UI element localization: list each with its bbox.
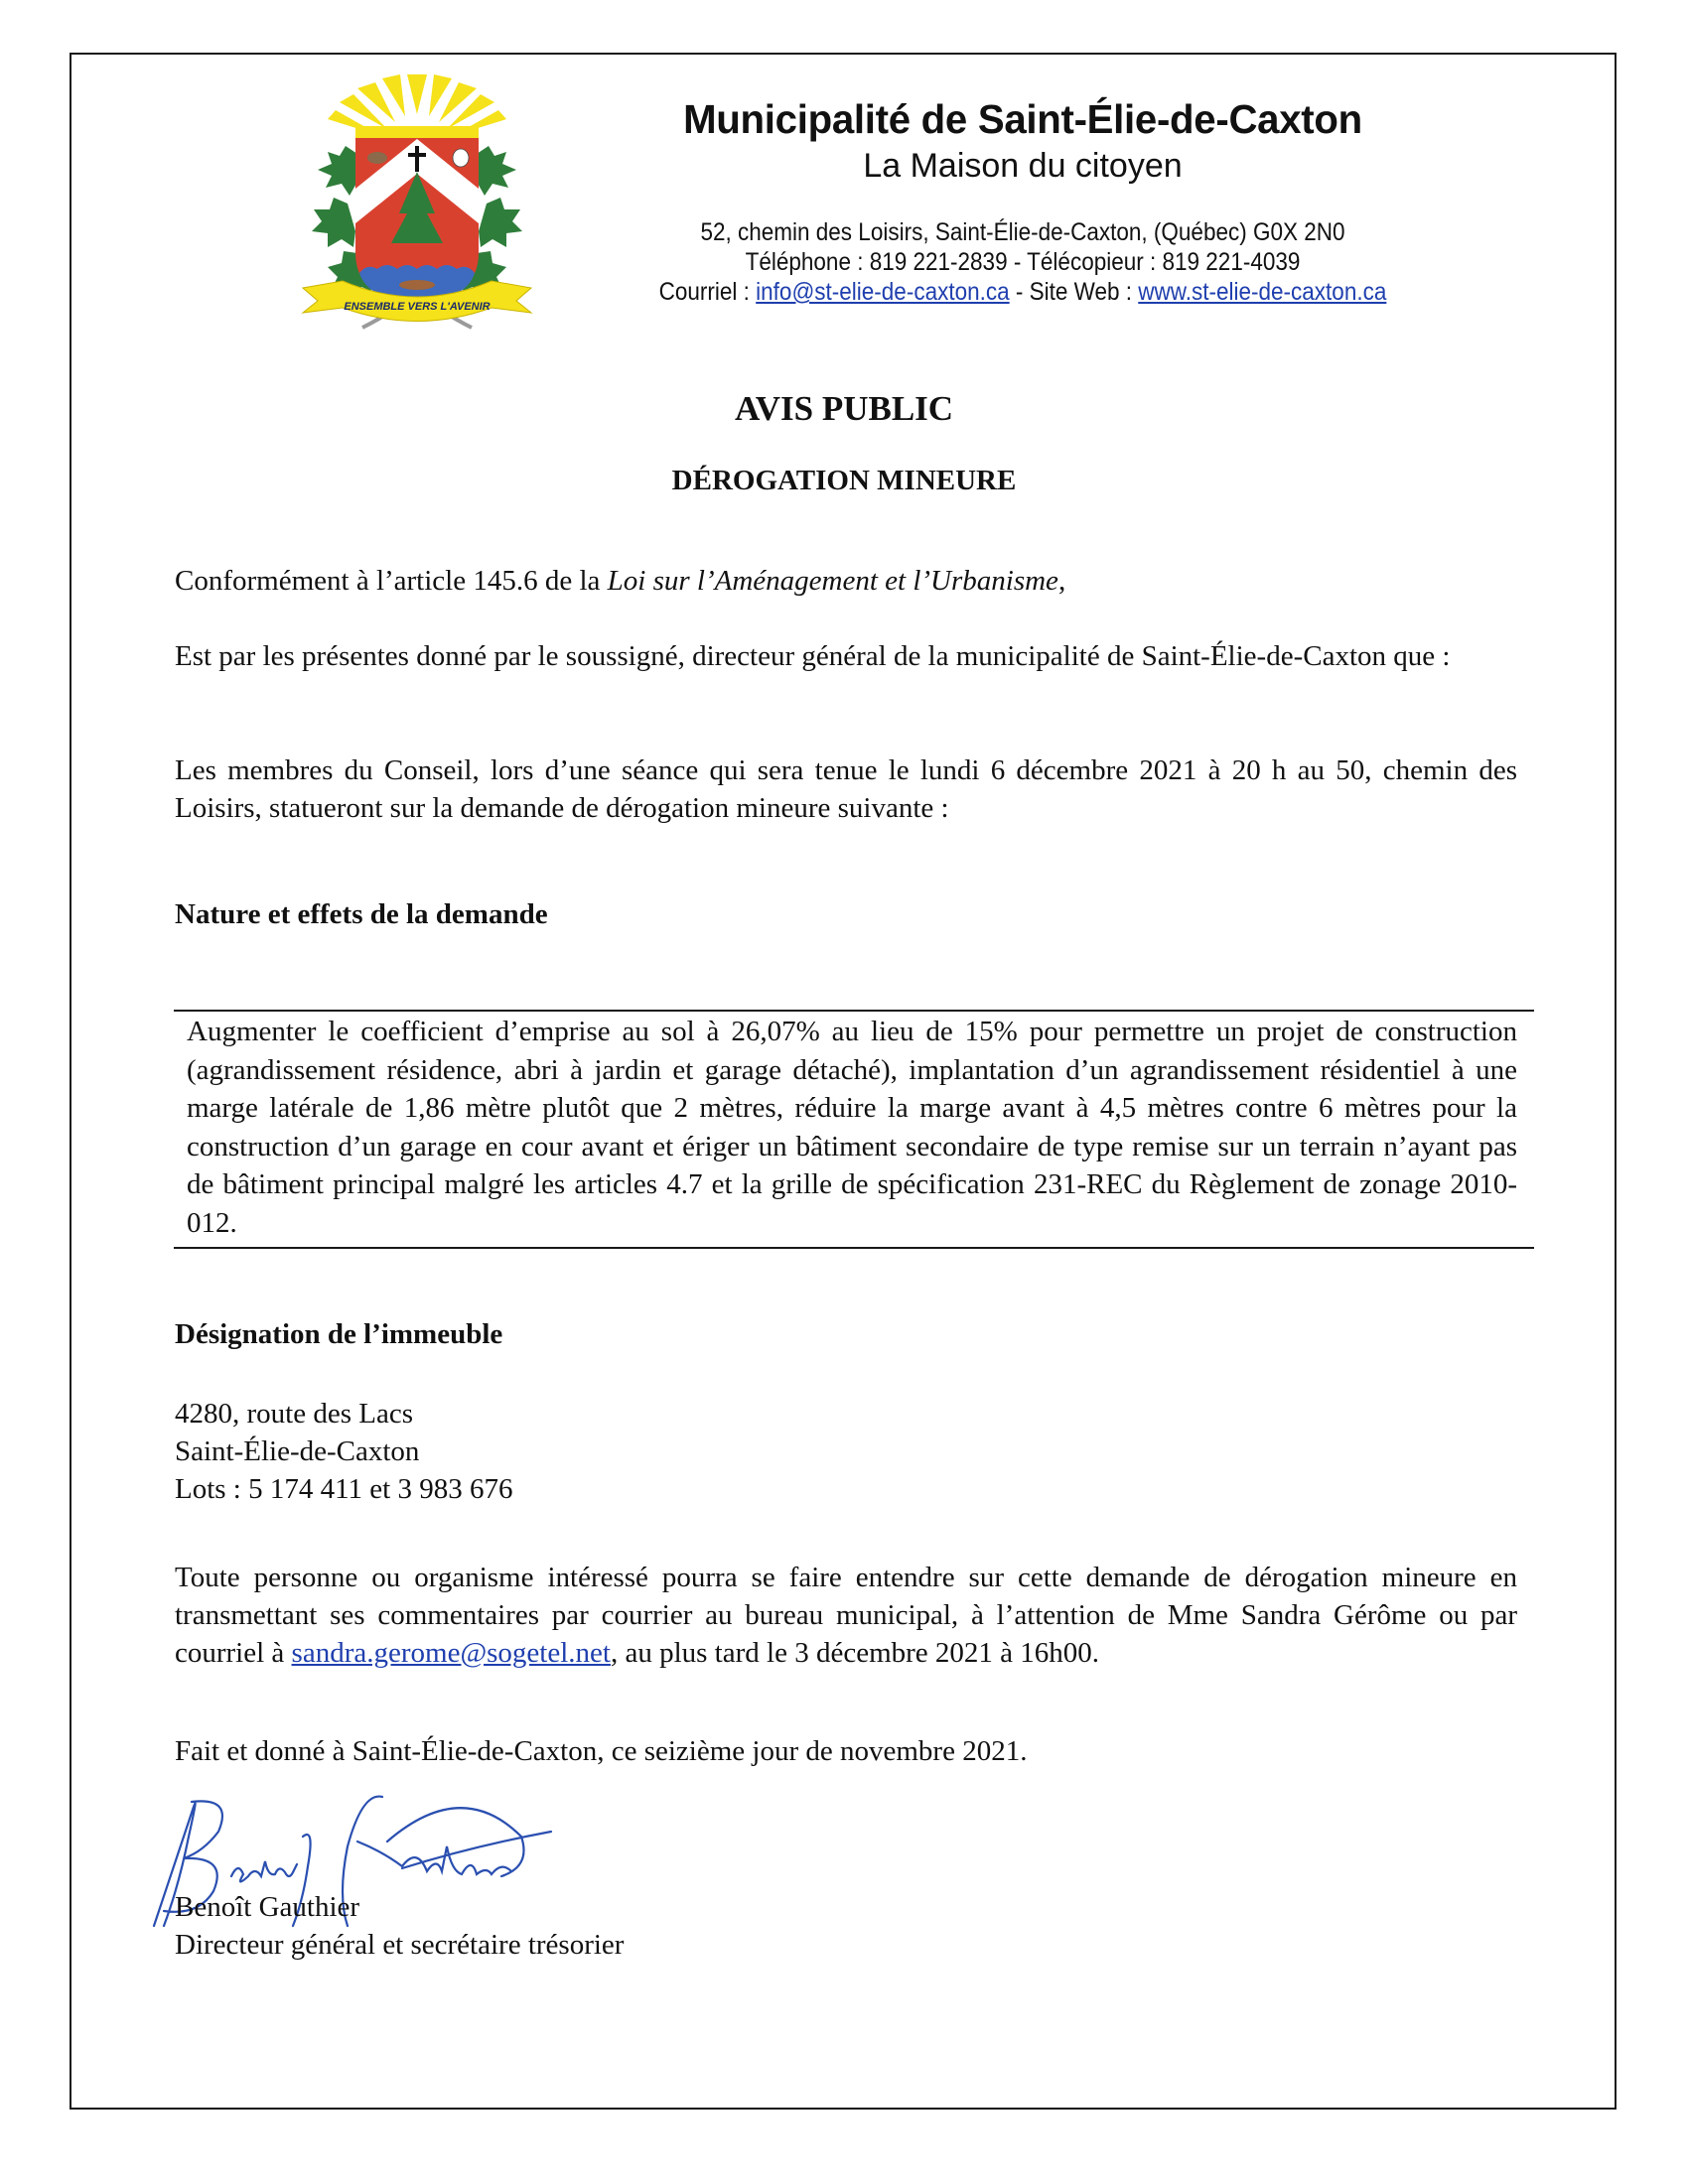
property-lots: Lots : 5 174 411 et 3 983 676 [175,1473,513,1505]
top-rule [174,1010,1534,1012]
contact-line [638,278,1407,307]
property-city: Saint-Élie-de-Caxton [175,1435,420,1467]
signatory-name: Benoît Gauthier [175,1891,360,1923]
tagline: La Maison du citoyen [863,147,1183,185]
meeting-paragraph: Les membres du Conseil, lors d’une séance qui sera tenue le lundi 6 décembre 2021 à 20 h au 50, chemin des Loisirs, statueront sur la demande de dérogation mineure suivante : [175,754,1517,824]
intro-punct: , [1057,565,1066,597]
comment-paragraph [175,1559,1517,1672]
comment-email-link[interactable]: sandra.gerome@sogetel.net [291,1637,611,1669]
municipality-name: Municipalité de Saint-Élie-de-Caxton [683,96,1362,142]
closing-line: Fait et donné à Saint-Élie-de-Caxton, ce seizième jour de novembre 2021. [175,1735,1028,1767]
comment-text: Toute personne ou organisme intéressé pourra se faire entendre sur cette demande de dérogation mineure en transmettant ses commentaires par courrier au bureau municipal, à l’attention de Mme Sandra Gérôme ou par courriel à [175,1562,1517,1669]
signatory-title: Directeur général et secrétaire trésorier [175,1929,625,1961]
intro-text: Conformément à l’article 145.6 de la [175,565,608,597]
website-link[interactable]: www.st-elie-de-caxton.ca [1138,278,1387,306]
address: 52, chemin des Loisirs, Saint-Élie-de-Caxton, (Québec) G0X 2N0 [700,218,1345,246]
notice-title: AVIS PUBLIC [734,389,954,428]
web-label: - Site Web : [1009,278,1139,306]
property-street: 4280, route des Lacs [175,1398,413,1430]
designation-heading: Désignation de l’immeuble [175,1318,503,1350]
nature-heading: Nature et effets de la demande [175,898,548,930]
shield-icon [355,138,479,305]
notice-paragraph: Est par les présentes donné par le soussigné, directeur général de la municipalité de Saint-Élie-de-Caxton que : [175,640,1451,672]
phone-fax: Téléphone : 819 221-2839 - Télécopieur : 819 221-4039 [745,248,1301,276]
signatory-block [175,1888,624,1964]
coat-of-arms-logo [288,74,546,338]
bottom-rule [174,1247,1534,1249]
email-link[interactable]: info@st-elie-de-caxton.ca [756,278,1010,306]
motto-text: ENSEMBLE VERS L'AVENIR [344,301,491,313]
sun-rays-icon [328,74,506,138]
email-label: Courriel : [658,278,757,306]
notice-subtitle: DÉROGATION MINEURE [671,465,1017,496]
comment-deadline: , au plus tard le 3 décembre 2021 à 16h00. [610,1637,1100,1669]
nature-text: Augmenter le coefficient d’emprise au sol à 26,07% au lieu de 15% pour permettre un projet de construction (agrandissement résidence, abri à jardin et garage détaché), implantation d’un agrandissement résidentiel à une marge latérale de 1,86 mètre plutôt que 2 mètres, réduire la marge avant à 4,5 mètres contre 6 mètres pour la construction d’un garage en cour avant et ériger un bâtiment secondaire de type remise sur un terrain n’ayant pas de bâtiment principal malgré les articles 4.7 et la grille de spécification 231-REC du Règlement de zonage 2010-012. [187,1016,1517,1239]
law-title: Loi sur l’Aménagement et l’Urbanisme [607,565,1058,597]
intro-paragraph [175,562,1517,600]
property-block [175,1395,512,1508]
